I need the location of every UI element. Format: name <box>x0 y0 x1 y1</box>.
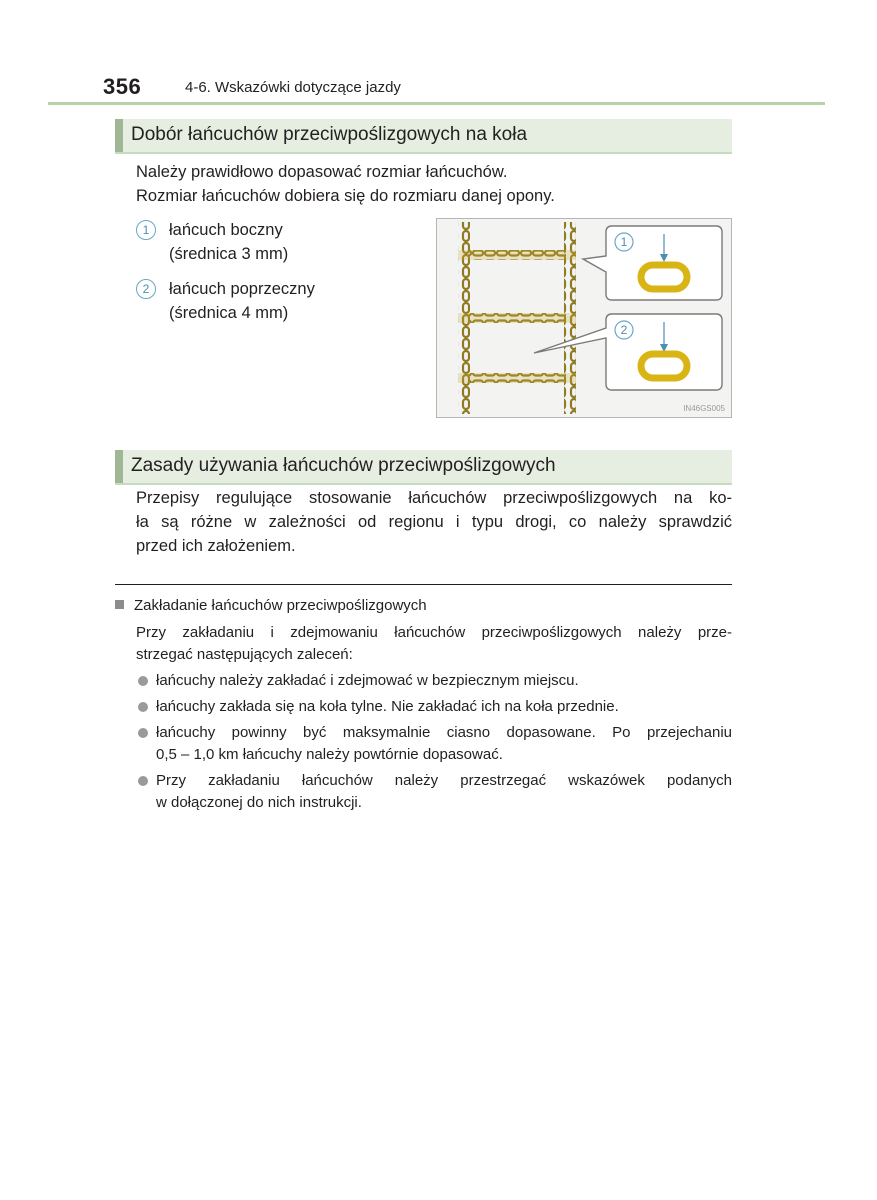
bullet-dot-icon <box>138 702 148 712</box>
number-badge: 2 <box>136 279 156 299</box>
header-rule <box>48 102 825 105</box>
bullet-dot-icon <box>138 776 148 786</box>
tire-chain-illustration <box>436 218 732 418</box>
number-badge: 1 <box>136 220 156 240</box>
bullet-line: łańcuchy zakłada się na koła tylne. Nie zakładać ich na koła przednie. <box>156 698 619 715</box>
heading-accent <box>115 450 123 483</box>
section-heading-chain-rules <box>115 450 732 485</box>
notes-intro-line: strzegać następujących zaleceń: <box>136 646 353 663</box>
item-line: łańcuch boczny <box>169 221 283 239</box>
callout-number-1: 1 <box>620 235 628 249</box>
bullet-line: łańcuchy należy zakładać i zdejmować w bezpiecznym miejscu. <box>156 672 579 689</box>
figure-code: IN46GS005 <box>683 404 725 413</box>
heading-accent <box>115 119 123 152</box>
bullet-line: Przy zakładaniu łańcuchów należy przestrzegać wskazówek podanych <box>156 772 732 789</box>
page-number: 356 <box>103 74 142 99</box>
intro-line: Rozmiar łańcuchów dobiera się do rozmiaru danej opony. <box>136 187 555 205</box>
item-line: łańcuch poprzeczny <box>169 280 315 298</box>
page-header <box>103 74 825 104</box>
body-line: Przepisy regulujące stosowanie łańcuchów przeciwpoślizgowych na ko- <box>136 489 732 507</box>
notes-subheading <box>115 597 427 614</box>
body-line: ła są różne w zależności od regionu i typu drogi, co należy sprawdzić <box>136 513 732 531</box>
notes-intro <box>136 622 732 666</box>
intro-line: Należy prawidłowo dopasować rozmiar łańcuchów. <box>136 163 508 181</box>
section-heading-text: Zasady używania łańcuchów przeciwpoślizgowych <box>131 455 556 476</box>
notes-divider <box>115 584 732 585</box>
body-line: przed ich założeniem. <box>136 537 296 555</box>
square-bullet-icon <box>115 600 124 609</box>
bullet-dot-icon <box>138 728 148 738</box>
item-line: (średnica 4 mm) <box>169 304 289 322</box>
bullet-line: w dołączonej do nich instrukcji. <box>156 794 362 811</box>
callout-number-2: 2 <box>620 323 628 337</box>
chain-rules-body <box>136 486 732 558</box>
notes-intro-line: Przy zakładaniu i zdejmowaniu łańcuchów przeciwpoślizgowych należy prze- <box>136 624 732 641</box>
section-heading-text: Dobór łańcuchów przeciwpoślizgowych na koła <box>131 124 528 145</box>
bullet-line: łańcuchy powinny być maksymalnie ciasno dopasowane. Po przejechaniu <box>156 724 732 741</box>
chain-size-intro <box>136 160 732 208</box>
bullet-dot-icon <box>138 676 148 686</box>
item-line: (średnica 3 mm) <box>169 245 289 263</box>
bullet-line: 0,5 – 1,0 km łańcuchy należy powtórnie dopasować. <box>156 746 503 763</box>
notes-subheading-text: Zakładanie łańcuchów przeciwpoślizgowych <box>134 597 427 614</box>
section-heading-chain-selection <box>115 119 732 154</box>
section-path: 4-6. Wskazówki dotyczące jazdy <box>185 79 401 96</box>
